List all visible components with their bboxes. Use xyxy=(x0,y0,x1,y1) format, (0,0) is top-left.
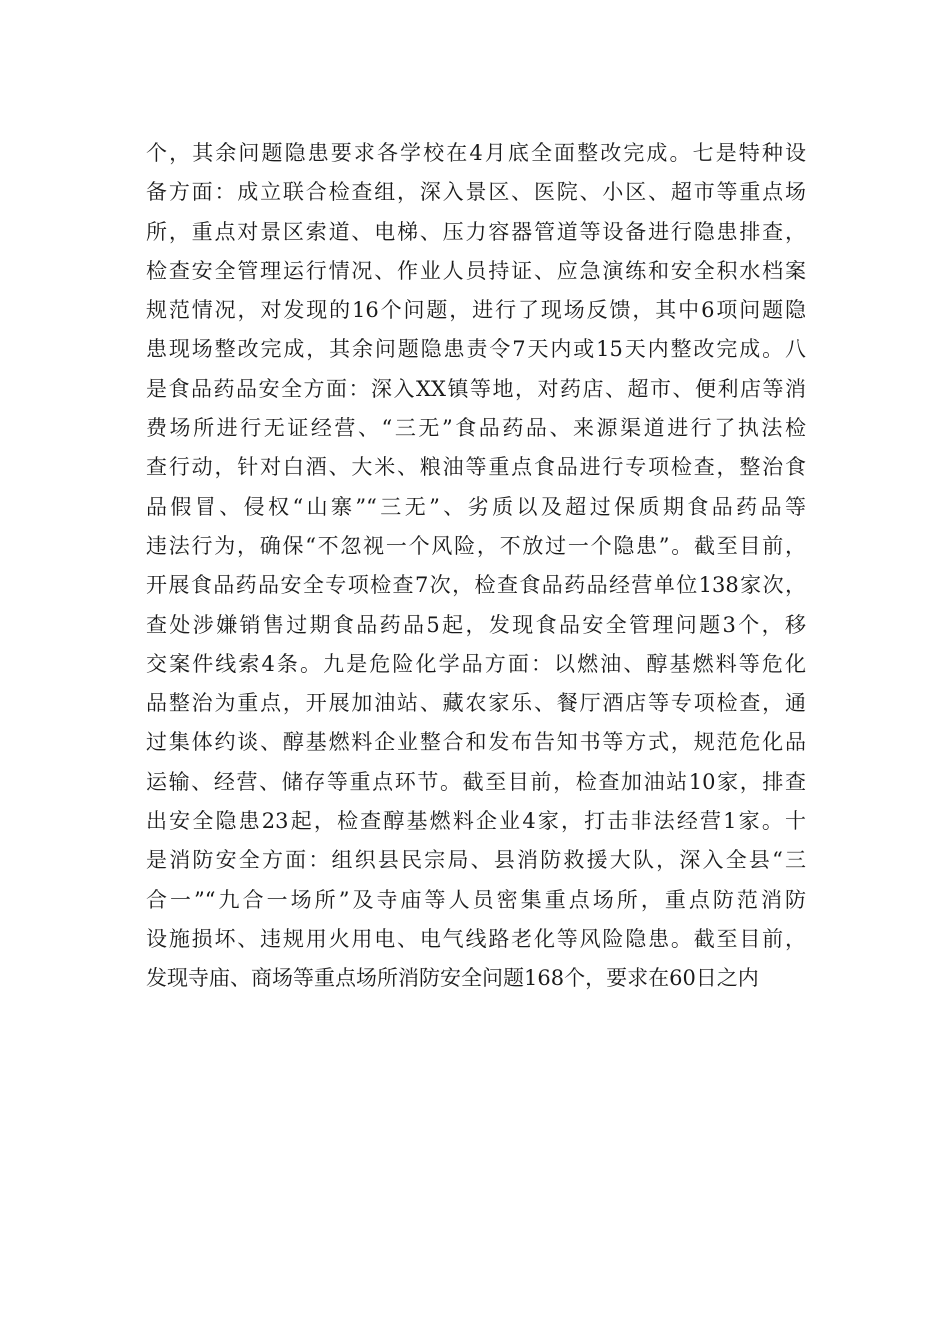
text-line: 违法行为，确保“不忽视一个风险，不放过一个隐患”。截至目前， xyxy=(146,533,806,558)
text-line: 查行动，针对白酒、大米、粮油等重点食品进行专项检查，整治食 xyxy=(146,455,806,480)
text-line: 费场所进行无证经营、“三无”食品药品、来源渠道进行了执法检 xyxy=(146,416,806,441)
text-line: 所，重点对景区索道、电梯、压力容器管道等设备进行隐患排查， xyxy=(146,219,806,244)
text-line: 过集体约谈、醇基燃料企业整合和发布告知书等方式，规范危化品 xyxy=(146,730,806,755)
text-line: 合一”“九合一场所”及寺庙等人员密集重点场所，重点防范消防 xyxy=(146,887,806,912)
text-line: 是消防安全方面：组织县民宗局、县消防救援大队，深入全县“三 xyxy=(146,848,806,873)
text-line: 品整治为重点，开展加油站、藏农家乐、餐厅酒店等专项检查，通 xyxy=(146,691,806,716)
text-line: 交案件线索4条。九是危险化学品方面：以燃油、醇基燃料等危化 xyxy=(146,651,806,676)
text-line: 患现场整改完成，其余问题隐患责令7天内或15天内整改完成。八 xyxy=(146,337,806,362)
text-line: 查处涉嫌销售过期食品药品5起，发现食品安全管理问题3个，移 xyxy=(146,612,806,637)
text-line: 出安全隐患23起，检查醇基燃料企业4家，打击非法经营1家。十 xyxy=(146,809,806,834)
text-line: 开展食品药品安全专项检查7次，检查食品药品经营单位138家次， xyxy=(146,573,806,598)
text-line: 设施损坏、违规用火用电、电气线路老化等风险隐患。截至目前， xyxy=(146,926,806,951)
text-line: 规范情况，对发现的16个问题，进行了现场反馈，其中6项问题隐 xyxy=(146,298,806,323)
text-line: 个，其余问题隐患要求各学校在4月底全面整改完成。七是特种设 xyxy=(146,141,806,165)
text-line: 品假冒、侵权“山寨”“三无”、劣质以及超过保质期食品药品等 xyxy=(146,494,806,519)
text-line: 检查安全管理运行情况、作业人员持证、应急演练和安全积水档案 xyxy=(146,258,806,283)
text-line: 发现寺庙、商场等重点场所消防安全问题168个，要求在60日之内 xyxy=(146,966,759,991)
text-line: 运输、经营、储存等重点环节。截至目前，检查加油站10家，排查 xyxy=(146,769,806,794)
text-line: 备方面：成立联合检查组，深入景区、医院、小区、超市等重点场 xyxy=(146,180,806,205)
text-line: 是食品药品安全方面：深入XX镇等地，对药店、超市、便利店等消 xyxy=(146,376,806,401)
body-paragraph xyxy=(146,134,806,999)
